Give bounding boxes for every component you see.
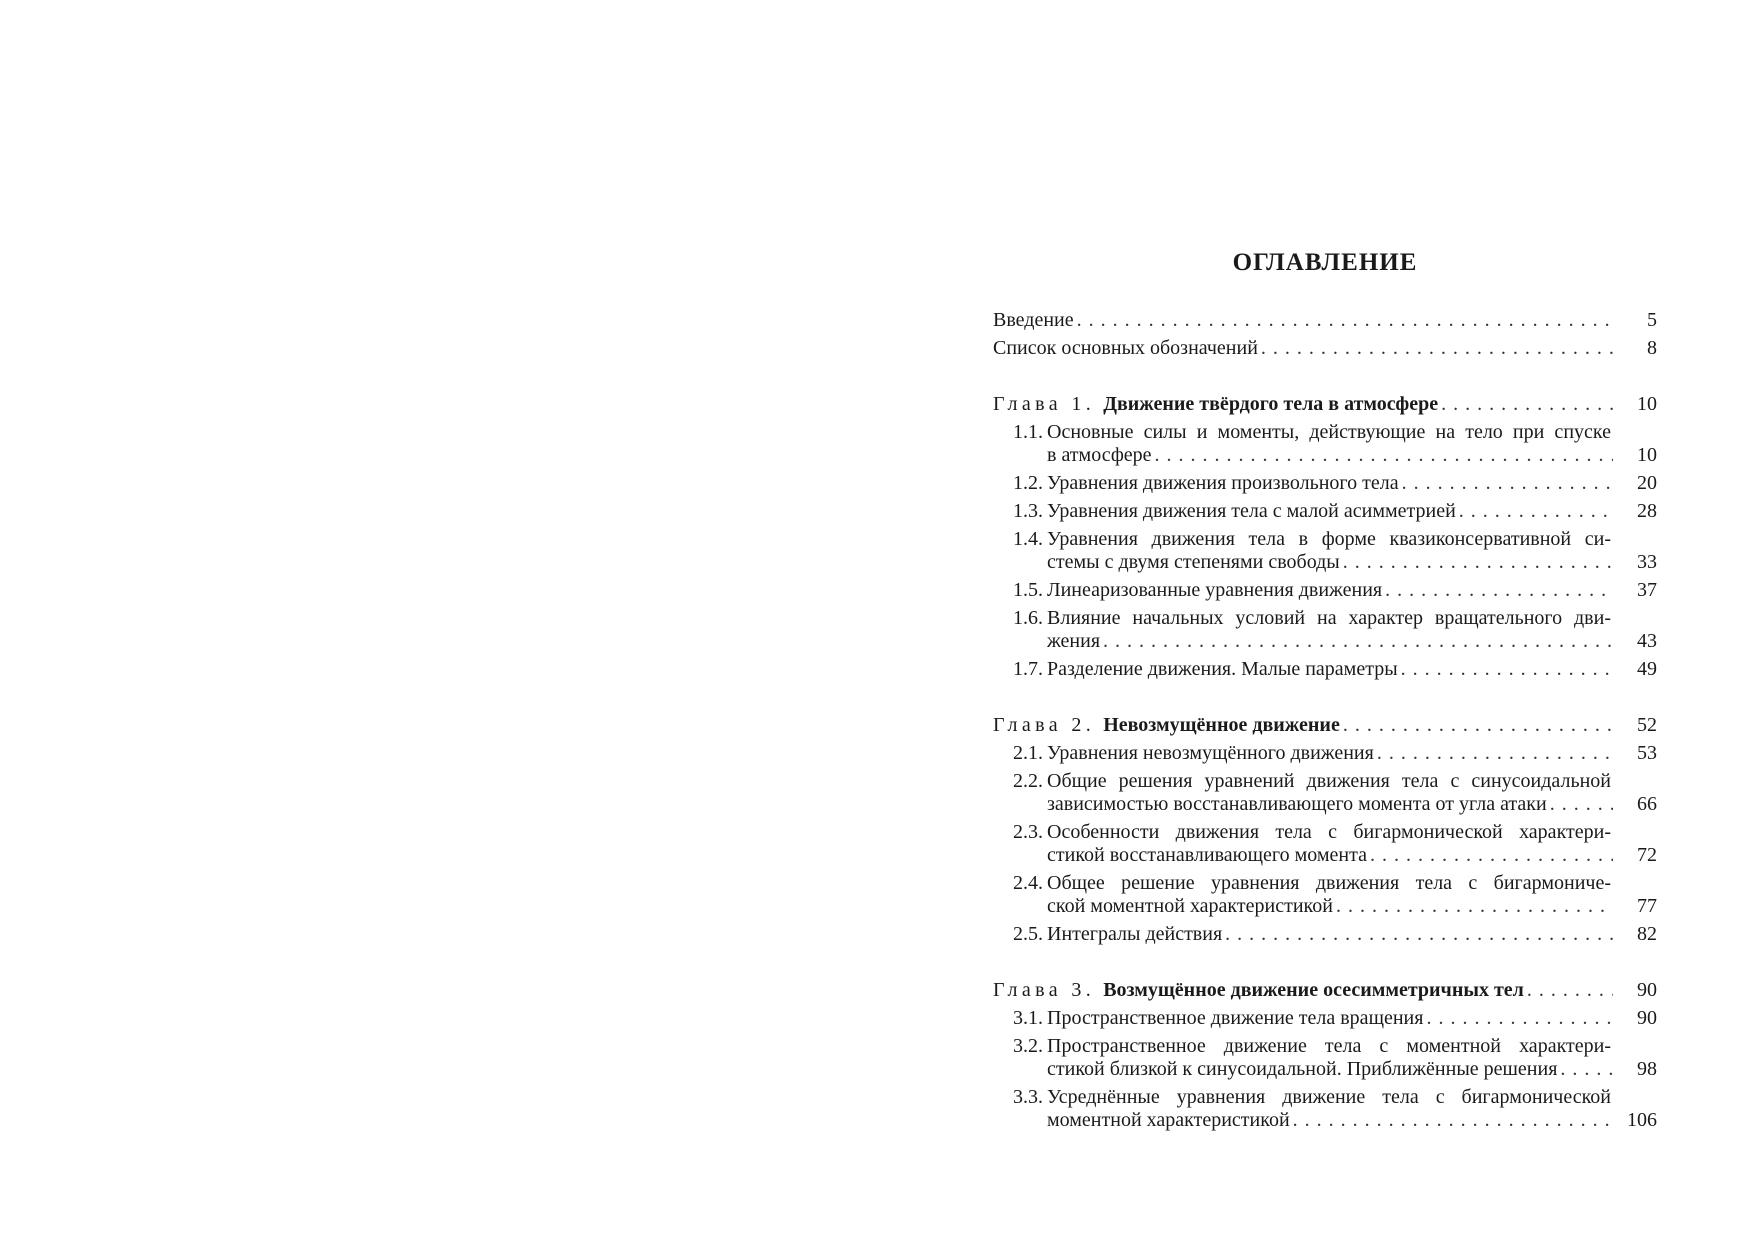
dot-leader: [1293, 1109, 1613, 1132]
toc-entry-front[interactable]: [993, 309, 1657, 332]
page-number: 37: [1637, 579, 1657, 601]
toc-entry-front[interactable]: [993, 337, 1657, 360]
section-title-line2: стикой восстанавливающего момента: [1047, 844, 1367, 866]
section-number: 1.2.: [1013, 472, 1043, 494]
dot-leader: [1560, 1058, 1613, 1081]
section-title-line1: Общие решения уравнений движения тела с синусоидальной: [1047, 770, 1611, 792]
section-number: 1.1.: [1013, 421, 1043, 443]
chapter-title: Движение твёрдого тела в атмосфере: [1103, 393, 1439, 415]
dot-leader: [1550, 793, 1613, 816]
dot-leader: [1385, 579, 1613, 602]
page-number: 90: [1637, 1007, 1657, 1029]
dot-leader: [1336, 895, 1613, 918]
section-line: [993, 630, 1657, 653]
section-title-line2: моментной характеристикой: [1047, 1109, 1290, 1131]
page-number: 20: [1637, 472, 1657, 494]
section-title-line1: Уравнения движения тела в форме квазиконсервативной си-: [1047, 528, 1611, 550]
section-first-line: [993, 1035, 1657, 1058]
section-title: Уравнения движения тела с малой асимметрией: [1047, 500, 1456, 522]
page-number: 82: [1637, 923, 1657, 945]
section-number: 3.3.: [1013, 1086, 1043, 1108]
section-first-line: [993, 1086, 1657, 1109]
chapter-line: [993, 714, 1657, 737]
section-number: 3.1.: [1013, 1007, 1043, 1029]
dot-leader: [1377, 742, 1613, 765]
section-line: [993, 742, 1657, 765]
section-line: [993, 500, 1657, 523]
dot-leader: [1459, 500, 1613, 523]
chapter-title: Невозмущённое движение: [1103, 714, 1340, 736]
section-number: 3.2.: [1013, 1035, 1043, 1057]
section-title-line1: Основные силы и моменты, действующие на тело при спуске: [1047, 421, 1611, 443]
section-title-line2: зависимостью восстанавливающего момента от угла атаки: [1047, 793, 1547, 815]
section-number: 2.2.: [1013, 770, 1043, 792]
chapter-line: [993, 393, 1657, 416]
dot-leader: [1343, 714, 1613, 737]
section-title-line2: в атмосфере: [1047, 444, 1152, 466]
toc-entry-section[interactable]: [993, 421, 1657, 467]
section-first-line: [993, 821, 1657, 844]
page-number: 49: [1637, 658, 1657, 680]
section-title: Линеаризованные уравнения движения: [1047, 579, 1383, 601]
page-number: 10: [1637, 444, 1657, 466]
section-number: 1.7.: [1013, 658, 1043, 680]
entry-label: Введение: [993, 309, 1074, 331]
chapter-title: Возмущённое движение осесимметричных тел: [1103, 979, 1524, 1001]
section-title: Интегралы действия: [1047, 923, 1223, 945]
section-number: 2.1.: [1013, 742, 1043, 764]
page-number: 98: [1637, 1058, 1657, 1080]
toc-entry-chapter[interactable]: [993, 393, 1657, 416]
page-number: 106: [1627, 1109, 1657, 1131]
section-title-line2: стикой близкой к синусоидальной. Приближённые решения: [1047, 1058, 1558, 1080]
toc-entry-chapter[interactable]: [993, 979, 1657, 1002]
toc-entry-section[interactable]: [993, 872, 1657, 918]
chapter-label: Глава 2.: [993, 714, 1096, 736]
section-title-line1: Пространственное движение тела с моментной характери-: [1047, 1035, 1611, 1057]
toc-entry-section[interactable]: [993, 528, 1657, 574]
toc-entry-section[interactable]: [993, 770, 1657, 816]
dot-leader: [1261, 337, 1613, 360]
entry-label: Список основных обозначений: [993, 337, 1258, 359]
section-line: [993, 472, 1657, 495]
section-first-line: [993, 421, 1657, 444]
front-line: [993, 337, 1657, 360]
section-line: [993, 1058, 1657, 1081]
toc-entry-section[interactable]: [993, 821, 1657, 867]
page-number: 10: [1637, 393, 1657, 415]
section-line: [993, 1007, 1657, 1030]
section-line: [993, 895, 1657, 918]
dot-leader: [1155, 444, 1613, 467]
toc-entry-section[interactable]: [993, 658, 1657, 681]
dot-leader: [1343, 551, 1613, 574]
section-line: [993, 1109, 1657, 1132]
page-number: 90: [1637, 979, 1657, 1001]
page-number: 43: [1637, 630, 1657, 652]
page-number: 77: [1637, 895, 1657, 917]
dot-leader: [1527, 979, 1613, 1002]
page-number: 72: [1637, 844, 1657, 866]
section-title-line1: Общее решение уравнения движения тела с бигармониче-: [1047, 872, 1611, 894]
page-title: ОГЛАВЛЕНИЕ: [1232, 249, 1418, 276]
dot-leader: [1401, 658, 1613, 681]
chapter-label: Глава 3.: [993, 979, 1096, 1001]
section-number: 1.6.: [1013, 607, 1043, 629]
section-title-line2: жения: [1047, 630, 1101, 652]
dot-leader: [1225, 923, 1613, 946]
section-title: Уравнения движения произвольного тела: [1047, 472, 1399, 494]
page-number: 8: [1647, 337, 1657, 359]
section-line: [993, 579, 1657, 602]
section-line: [993, 444, 1657, 467]
page-number: 52: [1637, 714, 1657, 736]
section-first-line: [993, 872, 1657, 895]
toc-entry-section[interactable]: [993, 1086, 1657, 1132]
toc-entry-section[interactable]: [993, 1035, 1657, 1081]
dot-leader: [1370, 844, 1613, 867]
dot-leader: [1441, 393, 1613, 416]
section-title-line1: Влияние начальных условий на характер вращательного дви-: [1047, 607, 1611, 629]
toc-entry-section[interactable]: [993, 472, 1657, 495]
table-of-contents: [993, 244, 1657, 1137]
section-title-line1: Особенности движения тела с бигармонической характери-: [1047, 821, 1611, 843]
section-number: 2.4.: [1013, 872, 1043, 894]
section-title-line2: ской моментной характеристикой: [1047, 895, 1333, 917]
section-number: 2.5.: [1013, 923, 1043, 945]
page-number: 5: [1647, 309, 1657, 331]
section-first-line: [993, 528, 1657, 551]
toc-entry-section[interactable]: [993, 1007, 1657, 1030]
section-first-line: [993, 770, 1657, 793]
section-title: Разделение движения. Малые параметры: [1047, 658, 1398, 680]
section-title: Уравнения невозмущённого движения: [1047, 742, 1374, 764]
section-title-line2: стемы с двумя степенями свободы: [1047, 551, 1340, 573]
page-number: 28: [1637, 500, 1657, 522]
dot-leader: [1426, 1007, 1613, 1030]
section-number: 1.5.: [1013, 579, 1043, 601]
toc-entry-chapter[interactable]: [993, 714, 1657, 737]
section-title: Пространственное движение тела вращения: [1047, 1007, 1424, 1029]
toc-entry-section[interactable]: [993, 579, 1657, 602]
section-first-line: [993, 607, 1657, 630]
section-number: 1.3.: [1013, 500, 1043, 522]
dot-leader: [1402, 472, 1613, 495]
section-line: [993, 551, 1657, 574]
section-line: [993, 793, 1657, 816]
chapter-label: Глава 1.: [993, 393, 1096, 415]
section-title-line1: Усреднённые уравнения движение тела с бигармонической: [1047, 1086, 1611, 1108]
toc-entry-section[interactable]: [993, 607, 1657, 653]
section-number: 1.4.: [1013, 528, 1043, 550]
section-number: 2.3.: [1013, 821, 1043, 843]
toc-entry-section[interactable]: [993, 500, 1657, 523]
front-line: [993, 309, 1657, 332]
chapter-line: [993, 979, 1657, 1002]
dot-leader: [1103, 630, 1613, 653]
toc-list: [993, 309, 1657, 1132]
toc-entry-section[interactable]: [993, 742, 1657, 765]
page-number: 33: [1637, 551, 1657, 573]
section-line: [993, 658, 1657, 681]
page-number: 66: [1637, 793, 1657, 815]
section-line: [993, 923, 1657, 946]
page-number: 53: [1637, 742, 1657, 764]
dot-leader: [1077, 309, 1613, 332]
section-line: [993, 844, 1657, 867]
toc-entry-section[interactable]: [993, 923, 1657, 946]
